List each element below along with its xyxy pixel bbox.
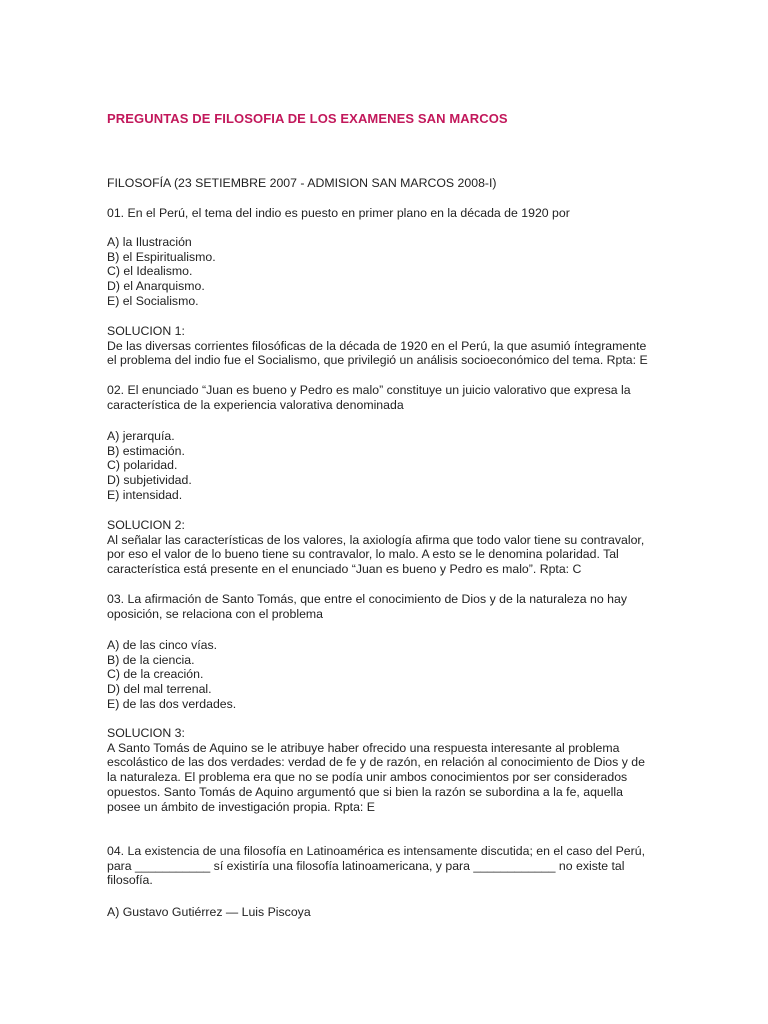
question-4-options xyxy=(107,905,667,920)
option-d: D) subjetividad. xyxy=(107,473,192,488)
option-e: E) de las dos verdades. xyxy=(107,696,237,711)
option-b: B) estimación. xyxy=(107,443,185,458)
question-2-options xyxy=(107,429,667,503)
option-c: C) polaridad. xyxy=(107,458,178,473)
option-e: E) intensidad. xyxy=(107,487,183,502)
option-b: B) de la ciencia. xyxy=(107,652,195,667)
question-4: 04. La existencia de una filosofía en Latinoamérica es intensamente discutida; en el caso del Perú, para ___________ sí existiría una filosofía latinoamericana, y para ____________ no existe tal filosofía. xyxy=(107,844,645,888)
section-heading: FILOSOFÍA (23 SETIEMBRE 2007 - ADMISION SAN MARCOS 2008-I) xyxy=(107,176,497,190)
option-d: D) el Anarquismo. xyxy=(107,279,205,294)
document-title: PREGUNTAS DE FILOSOFIA DE LOS EXAMENES SAN MARCOS xyxy=(107,111,508,126)
option-c: C) el Idealismo. xyxy=(107,264,193,279)
solution-label: SOLUCION 2: xyxy=(107,518,185,532)
option-a: A) jerarquía. xyxy=(107,429,175,443)
solution-3: SOLUCION 3: A Santo Tomás de Aquino se le atribuye haber ofrecido una respuesta interesante al problema escolástico de las dos verdades: verdad de fe y de razón, en relación al conocimiento de Dios y de la naturaleza. El problema era que no se podía unir ambos conocimientos por ser considerados opuestos. Santo Tomás de Aquino argumentó que si bien la razón se subordina a la fe, aquella posee un ámbito de investigación propia. Rpta: E xyxy=(107,726,667,814)
option-d: D) del mal terrenal. xyxy=(107,682,212,697)
solution-2: SOLUCION 2: Al señalar las características de los valores, la axiología afirma que todo valor tiene su contravalor, por eso el valor de lo bueno tiene su contravalor, lo malo. A esto se le denomina polaridad. Tal característica está presente en el enunciado “Juan es bueno y Pedro es malo”. Rpta: C xyxy=(107,518,667,577)
option-b: B) el Espiritualismo. xyxy=(107,249,216,264)
question-2: 02. El enunciado “Juan es bueno y Pedro es malo” constituye un juicio valorativo que expresa la característica de la experiencia valorativa denominada xyxy=(107,383,631,412)
question-3-options xyxy=(107,638,667,712)
question-1: 01. En el Perú, el tema del indio es puesto en primer plano en la década de 1920 por xyxy=(107,206,570,220)
option-e: E) el Socialismo. xyxy=(107,293,199,308)
option-c: C) de la creación. xyxy=(107,667,204,682)
option-a: A) la Ilustración xyxy=(107,235,192,249)
option-a: A) de las cinco vías. xyxy=(107,638,218,652)
option-a: A) Gustavo Gutiérrez — Luis Piscoya xyxy=(107,905,311,919)
solution-label: SOLUCION 3: xyxy=(107,726,185,740)
question-3: 03. La afirmación de Santo Tomás, que entre el conocimiento de Dios y de la naturaleza no hay oposición, se relaciona con el problema xyxy=(107,592,627,621)
solution-label: SOLUCION 1: xyxy=(107,324,185,338)
question-1-options xyxy=(107,235,667,309)
solution-1: SOLUCION 1: De las diversas corrientes filosóficas de la década de 1920 en el Perú, la que asumió íntegramente el problema del indio fue el Socialismo, que privilegió un análisis socioeconómico del tema. Rpta: E xyxy=(107,324,667,368)
